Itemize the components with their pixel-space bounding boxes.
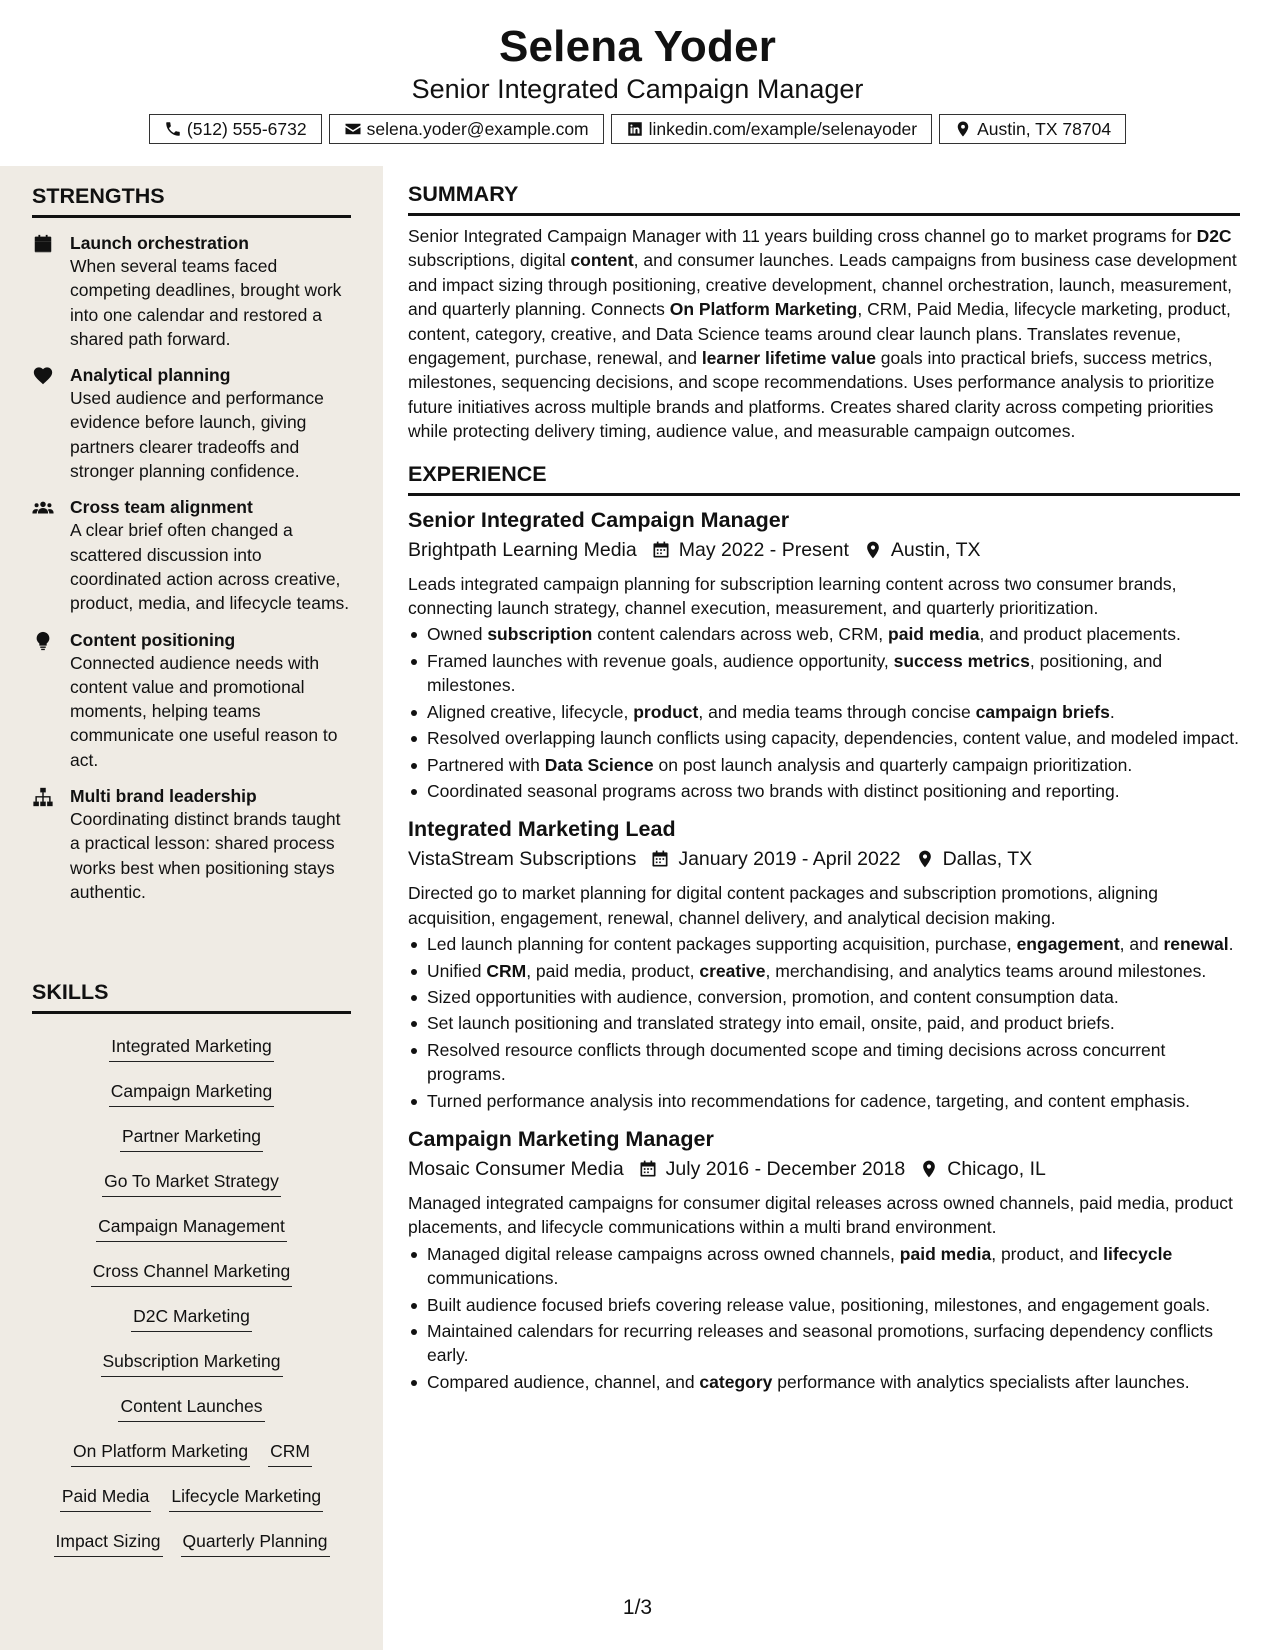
text-segment: , CRM, Paid Media, lifecycle marketing, product, content, category, creative, and Data Science teams around clear launch plans. Translates revenue, engagement, purchase, renewal, and bbox=[408, 299, 1231, 369]
job-company: Mosaic Consumer Media bbox=[408, 1157, 624, 1180]
bold-text: CRM bbox=[486, 960, 527, 981]
text-segment: communications. bbox=[427, 1268, 559, 1289]
bold-text: engagement bbox=[1016, 934, 1120, 955]
map-pin-icon bbox=[915, 849, 935, 869]
job-bullets bbox=[408, 622, 1240, 803]
candidate-title: Senior Integrated Campaign Manager bbox=[411, 74, 864, 104]
strength-desc: When several teams faced competing deadlines, brought work into one calendar and restored a shared path forward. bbox=[70, 256, 342, 349]
bold-text: subscription bbox=[487, 624, 593, 645]
envelope-icon bbox=[344, 120, 362, 138]
strength-item bbox=[32, 232, 351, 351]
skill-tag: On Platform Marketing bbox=[71, 1440, 250, 1467]
bullet-item bbox=[408, 985, 1240, 1009]
main-content bbox=[408, 166, 1240, 1394]
job-title: Senior Integrated Campaign Manager bbox=[408, 507, 790, 532]
bold-text: renewal bbox=[1163, 934, 1229, 955]
contact-location[interactable] bbox=[939, 114, 1126, 144]
bullet-item bbox=[408, 1089, 1240, 1113]
skill-row bbox=[32, 1433, 351, 1478]
contact-location-text: Austin, TX 78704 bbox=[977, 118, 1112, 139]
job-entry bbox=[408, 506, 1240, 804]
candidate-name: Selena Yoder bbox=[498, 22, 777, 71]
bullet-item bbox=[408, 726, 1240, 750]
strength-desc: A clear brief often changed a scattered discussion into coordinated action across creative, product, media, and lifecycle teams. bbox=[70, 520, 350, 614]
contact-email[interactable] bbox=[329, 114, 604, 144]
bold-text: D2C bbox=[1196, 226, 1232, 246]
job-location: Dallas, TX bbox=[942, 848, 1033, 871]
strength-title: Multi brand leadership bbox=[70, 786, 257, 807]
skill-row bbox=[32, 1388, 351, 1433]
job-description: Managed integrated campaigns for consumer digital releases across owned channels, paid media, product placements, and lifecycle communications within a multi brand environment. bbox=[408, 1192, 1233, 1238]
text-segment: Unified bbox=[427, 960, 487, 981]
text-segment: . bbox=[1228, 934, 1234, 955]
contact-linkedin-text: linkedin.com/example/selenayoder bbox=[648, 118, 918, 139]
skill-tag: Partner Marketing bbox=[120, 1125, 263, 1152]
text-segment: Built audience focused briefs covering release value, positioning, milestones, and engagement goals. bbox=[427, 1294, 1211, 1315]
bullet-item bbox=[408, 1370, 1240, 1394]
bold-text: paid media bbox=[899, 1243, 992, 1264]
contact-bar bbox=[0, 114, 1275, 144]
users-icon bbox=[32, 497, 54, 519]
text-segment: , and consumer launches. Leads campaigns from business case development and impact sizing through positioning, creative development, channel orchestration, launch, measurement, and quarterly planning. Connects bbox=[408, 250, 1237, 320]
calendar-icon bbox=[650, 849, 670, 869]
job-title: Campaign Marketing Manager bbox=[408, 1126, 714, 1151]
skill-tag: Campaign Marketing bbox=[109, 1080, 274, 1107]
job-bullets bbox=[408, 932, 1240, 1113]
text-segment: , product, and bbox=[991, 1243, 1104, 1264]
skill-tag: Go To Market Strategy bbox=[102, 1170, 281, 1197]
job-entry bbox=[408, 1125, 1240, 1394]
job-meta bbox=[408, 1155, 1240, 1183]
bullet-item bbox=[408, 700, 1240, 724]
org-chart-icon bbox=[32, 786, 54, 808]
bold-text: Data Science bbox=[544, 754, 654, 775]
heart-icon bbox=[32, 365, 54, 387]
text-segment: content calendars across web, CRM, bbox=[592, 624, 889, 645]
skill-row bbox=[32, 1028, 351, 1073]
bold-text: content bbox=[570, 250, 634, 271]
bullet-item bbox=[408, 959, 1240, 983]
bold-text: creative bbox=[699, 960, 766, 981]
job-title: Integrated Marketing Lead bbox=[408, 817, 676, 842]
text-segment: , and product placements. bbox=[979, 624, 1181, 645]
contact-phone-text: (512) 555-6732 bbox=[186, 118, 307, 139]
phone-icon bbox=[164, 120, 182, 138]
skill-row bbox=[32, 1298, 351, 1343]
job-company: Brightpath Learning Media bbox=[408, 538, 637, 561]
job-company: VistaStream Subscriptions bbox=[408, 848, 637, 871]
strengths-heading: STRENGTHS bbox=[32, 184, 351, 218]
text-segment: Sized opportunities with audience, conversion, promotion, and content consumption data. bbox=[427, 986, 1119, 1007]
strength-desc: Coordinating distinct brands taught a practical lesson: shared process works best when positioning stays authentic. bbox=[70, 809, 341, 902]
text-segment: Turned performance analysis into recommendations for cadence, targeting, and content emphasis. bbox=[427, 1090, 1190, 1111]
skill-tag: Lifecycle Marketing bbox=[169, 1485, 323, 1512]
skill-tag: D2C Marketing bbox=[131, 1305, 252, 1332]
bold-text: paid media bbox=[888, 624, 980, 645]
text-segment: . bbox=[1109, 701, 1115, 722]
strength-desc: Used audience and performance evidence before launch, giving partners clearer tradeoffs and stronger planning confidence. bbox=[70, 388, 324, 482]
page-number: 1/3 bbox=[622, 1596, 653, 1619]
skill-row bbox=[32, 1478, 351, 1523]
skill-tag: Campaign Management bbox=[96, 1215, 287, 1242]
text-segment: Set launch positioning and translated strategy into email, onsite, paid, and product briefs. bbox=[427, 1013, 1115, 1034]
text-segment: subscriptions, digital bbox=[408, 250, 571, 271]
skill-row bbox=[32, 1253, 351, 1298]
skill-tag: Impact Sizing bbox=[54, 1530, 163, 1557]
experience-list bbox=[408, 506, 1240, 1395]
strength-title: Cross team alignment bbox=[70, 497, 253, 518]
skill-tag: Paid Media bbox=[60, 1485, 152, 1512]
skill-row bbox=[32, 1073, 351, 1118]
job-dates: July 2016 - December 2018 bbox=[665, 1157, 906, 1180]
text-segment: goals into practical briefs, success metrics, milestones, sequencing decisions, and scope recommendations. Uses performance analysis to prioritize future initiatives across multiple brands and platforms. Creates shared clarity across competing priorities while protecting delivery timing, audience value, and measurable campaign outcomes. bbox=[408, 348, 1215, 442]
text-segment: Compared audience, channel, and bbox=[427, 1371, 700, 1392]
experience-heading: EXPERIENCE bbox=[408, 462, 1240, 496]
text-segment: Coordinated seasonal programs across two brands with distinct positioning and reporting. bbox=[427, 780, 1120, 801]
bold-text: product bbox=[633, 701, 699, 722]
skill-tag: CRM bbox=[268, 1440, 312, 1467]
text-segment: on post launch analysis and quarterly campaign prioritization. bbox=[653, 754, 1133, 775]
skills-section bbox=[32, 980, 351, 1568]
skills-list bbox=[32, 1028, 351, 1568]
text-segment: Owned bbox=[427, 624, 488, 645]
text-segment: Resolved resource conflicts through documented scope and timing decisions across concurrent programs. bbox=[427, 1039, 1166, 1085]
skill-row bbox=[32, 1118, 351, 1163]
summary-text bbox=[408, 224, 1240, 444]
job-description: Leads integrated campaign planning for subscription learning content across two consumer brands, connecting launch strategy, channel execution, measurement, and quarterly prioritization. bbox=[408, 573, 1177, 619]
contact-email-text: selena.yoder@example.com bbox=[366, 118, 589, 139]
strength-title: Content positioning bbox=[70, 629, 236, 650]
strengths-section bbox=[32, 184, 351, 904]
skill-tag: Integrated Marketing bbox=[109, 1035, 274, 1062]
sidebar bbox=[0, 166, 383, 1650]
bold-text: On Platform Marketing bbox=[669, 299, 858, 320]
skill-row bbox=[32, 1343, 351, 1388]
map-pin-icon bbox=[863, 540, 883, 560]
text-segment: Maintained calendars for recurring releases and seasonal promotions, surfacing dependency conflicts early. bbox=[427, 1321, 1213, 1366]
text-segment: Led launch planning for content packages supporting acquisition, purchase, bbox=[427, 934, 1017, 955]
skills-heading: SKILLS bbox=[32, 980, 351, 1014]
skill-tag: Quarterly Planning bbox=[181, 1530, 330, 1557]
strength-desc: Connected audience needs with content value and promotional moments, helping teams communicate one useful reason to act. bbox=[70, 652, 338, 770]
lightbulb-icon bbox=[32, 630, 54, 652]
job-location: Austin, TX bbox=[890, 538, 981, 561]
bullet-item bbox=[408, 779, 1240, 803]
bullet-item bbox=[408, 1242, 1240, 1291]
strength-title: Launch orchestration bbox=[70, 233, 249, 253]
strength-item bbox=[32, 785, 351, 904]
calendar-icon bbox=[651, 540, 671, 560]
text-segment: Resolved overlapping launch conflicts using capacity, dependencies, content value, and modeled impact. bbox=[427, 728, 1239, 749]
calendar-icon bbox=[32, 233, 54, 255]
text-segment: , and bbox=[1119, 934, 1164, 955]
text-segment: performance with analytics specialists after launches. bbox=[772, 1371, 1190, 1392]
strength-item bbox=[32, 629, 351, 772]
bullet-item bbox=[408, 1319, 1240, 1368]
text-segment: , and media teams through concise bbox=[698, 701, 976, 722]
bullet-item bbox=[408, 1038, 1240, 1087]
text-segment: , positioning, and milestones. bbox=[427, 650, 1163, 696]
bold-text: learner lifetime value bbox=[701, 348, 876, 369]
job-dates: May 2022 - Present bbox=[678, 538, 849, 561]
skill-row bbox=[32, 1208, 351, 1253]
job-entry bbox=[408, 815, 1240, 1113]
contact-phone[interactable] bbox=[149, 114, 322, 144]
linkedin-icon bbox=[626, 120, 644, 138]
text-segment: , paid media, product, bbox=[526, 960, 700, 981]
skill-row bbox=[32, 1163, 351, 1208]
bullet-item bbox=[408, 932, 1240, 956]
text-segment: Framed launches with revenue goals, audience opportunity, bbox=[427, 650, 894, 671]
map-pin-icon bbox=[954, 120, 972, 138]
bullet-item bbox=[408, 622, 1240, 646]
bold-text: category bbox=[699, 1371, 773, 1392]
job-dates: January 2019 - April 2022 bbox=[678, 848, 901, 871]
job-bullets bbox=[408, 1242, 1240, 1394]
text-segment: , merchandising, and analytics teams around milestones. bbox=[765, 960, 1207, 981]
bold-text: lifecycle bbox=[1103, 1243, 1173, 1264]
skill-tag: Subscription Marketing bbox=[101, 1350, 283, 1377]
bold-text: campaign briefs bbox=[975, 701, 1110, 722]
calendar-icon bbox=[638, 1159, 658, 1179]
bullet-item bbox=[408, 1293, 1240, 1317]
skill-tag: Content Launches bbox=[118, 1395, 264, 1422]
text-segment: Senior Integrated Campaign Manager with 11 years building cross channel go to market programs for bbox=[408, 226, 1197, 246]
skill-tag: Cross Channel Marketing bbox=[91, 1260, 292, 1287]
job-location: Chicago, IL bbox=[947, 1157, 1046, 1180]
job-meta bbox=[408, 845, 1240, 873]
bold-text: success metrics bbox=[893, 650, 1030, 671]
text-segment: Partnered with bbox=[427, 754, 545, 775]
skill-row bbox=[32, 1523, 351, 1568]
bullet-item bbox=[408, 1011, 1240, 1035]
bullet-item bbox=[408, 753, 1240, 777]
strength-title: Analytical planning bbox=[70, 365, 231, 386]
text-segment: Managed digital release campaigns across owned channels, bbox=[427, 1243, 900, 1264]
resume-header bbox=[0, 0, 1275, 166]
summary-heading: SUMMARY bbox=[408, 182, 1240, 216]
strength-item bbox=[32, 364, 351, 483]
bullet-item bbox=[408, 649, 1240, 698]
job-description: Directed go to market planning for digital content packages and subscription promotions, aligning acquisition, engagement, renewal, channel delivery, and analytical decision making. bbox=[408, 883, 1159, 928]
map-pin-icon bbox=[919, 1159, 939, 1179]
strength-item bbox=[32, 496, 351, 615]
job-meta bbox=[408, 536, 1240, 564]
text-segment: Aligned creative, lifecycle, bbox=[427, 701, 634, 722]
contact-linkedin[interactable] bbox=[611, 114, 932, 144]
